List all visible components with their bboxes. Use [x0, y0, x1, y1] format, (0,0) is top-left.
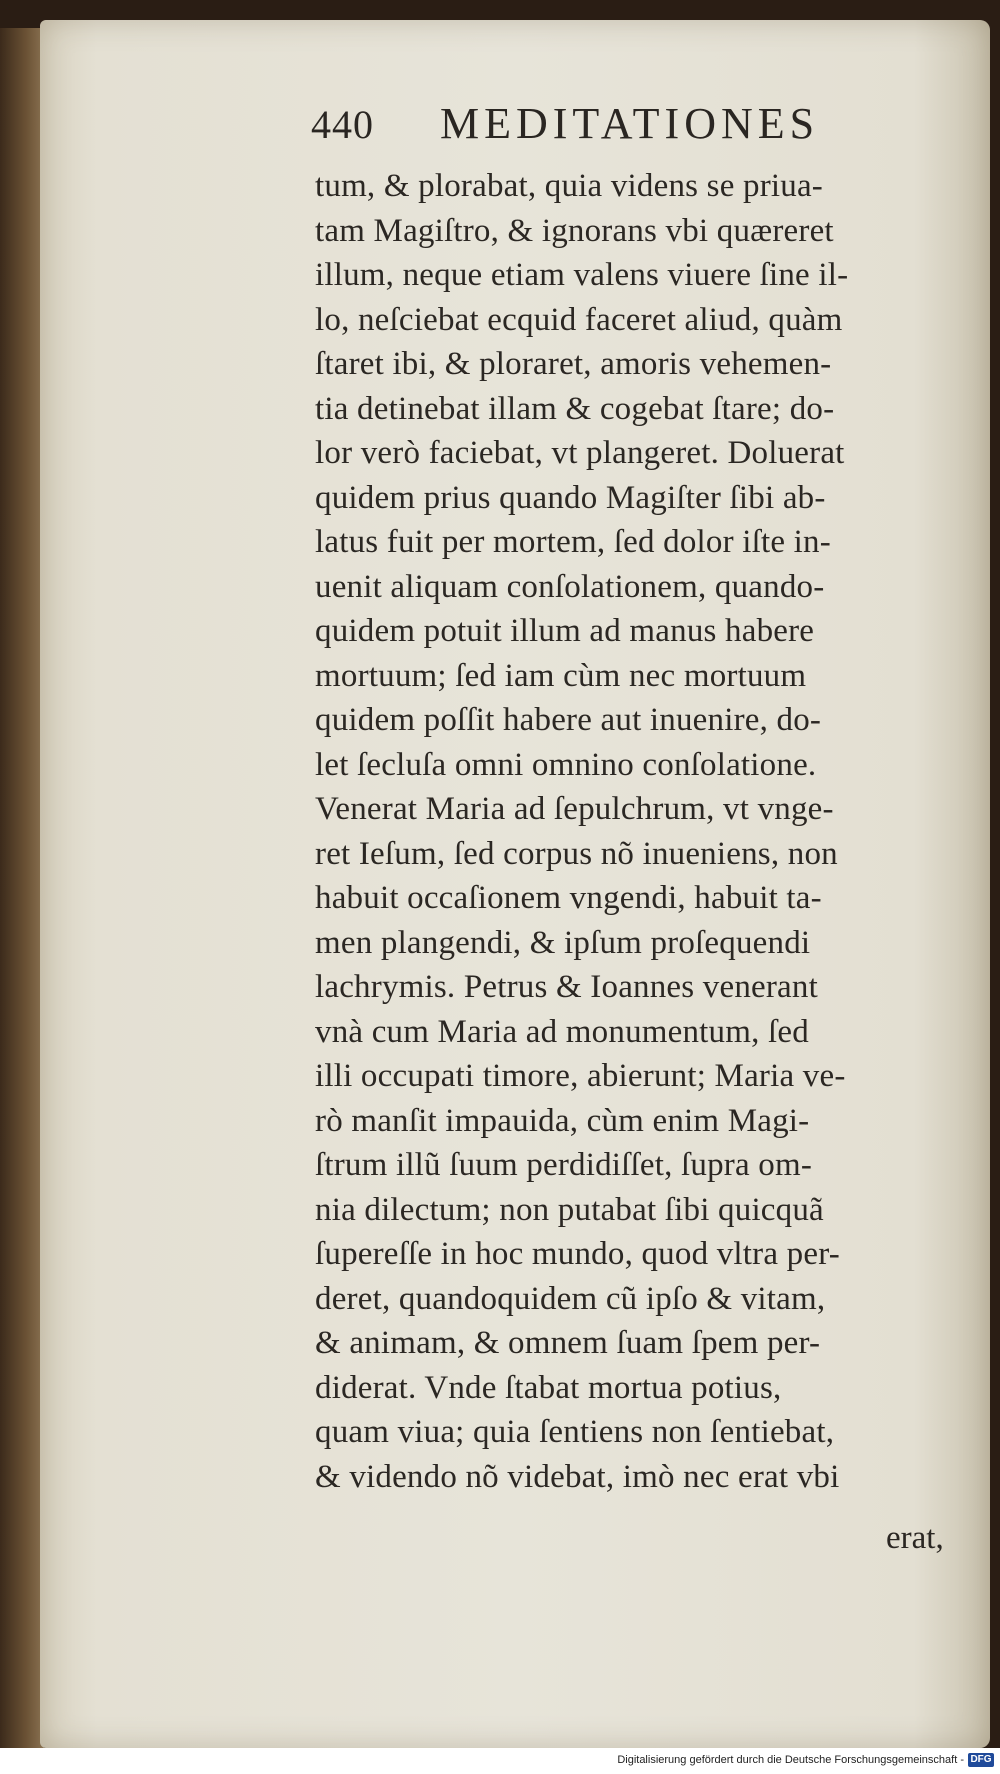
text-line: tam Magiſtro, & ignorans vbi quæreret — [315, 212, 834, 249]
text-line: quidem prius quando Magiſter ſibi ab- — [315, 479, 826, 516]
text-line: quam viua; quia ſentiens non ſentiebat, — [315, 1414, 835, 1450]
text-line: nia dilectum; non putabat ſibi quicquã — [315, 1191, 824, 1228]
text-line: Venerat Maria ad ſepulchrum, vt vnge- — [315, 791, 834, 827]
book-spine-edge — [0, 28, 44, 1748]
text-line: habuit occaſionem vngendi, habuit ta- — [315, 880, 822, 916]
text-line: rò manſit impauida, cùm enim Magi- — [315, 1102, 810, 1139]
text-line: & animam, & omnem ſuam ſpem per- — [315, 1325, 821, 1361]
dfg-logo-icon: DFG — [968, 1753, 994, 1767]
text-line: illum, neque etiam valens viuere ſine il- — [315, 257, 849, 293]
running-title: MEDITATIONES — [440, 99, 820, 148]
text-line: ſupereſſe in hoc mundo, quod vltra per- — [315, 1236, 840, 1272]
text-line: mortuum; ſed iam cùm nec mortuum — [315, 657, 807, 694]
text-line: ſtrum illũ ſuum perdidiſſet, ſupra om- — [315, 1147, 813, 1183]
text-line: vnà cum Maria ad monumentum, ſed — [315, 1013, 809, 1050]
text-line: & videndo nõ videbat, imò nec erat vbi — [315, 1458, 840, 1495]
text-line: ſtaret ibi, & ploraret, amoris vehemen- — [315, 346, 832, 382]
text-line: quidem potuit illum ad manus habere — [315, 613, 815, 649]
text-line: men plangendi, & ipſum proſequendi — [315, 924, 811, 961]
text-line: uenit aliquam conſolationem, quando- — [315, 568, 825, 605]
text-line: diderat. Vnde ſtabat mortua potius, — [315, 1369, 782, 1406]
text-line: tia detinebat illam & cogebat ſtare; do- — [315, 390, 835, 427]
page-number: 440 — [311, 102, 374, 147]
text-line: lachrymis. Petrus & Ioannes venerant — [315, 969, 818, 1005]
text-line: let ſecluſa omni omnino conſolatione. — [315, 746, 817, 783]
body-text — [315, 164, 955, 1499]
footer-credit: Digitalisierung gefördert durch die Deutsche Forschungsgemeinschaft - — [617, 1754, 964, 1766]
text-line: lor verò faciebat, vt plangeret. Doluerat — [315, 435, 845, 471]
text-line: deret, quandoquidem cũ ipſo & vitam, — [315, 1280, 826, 1317]
catchword: erat, — [886, 1520, 944, 1556]
text-line: illi occupati timore, abierunt; Maria ve- — [315, 1058, 846, 1094]
text-line: quidem poſſit habere aut inuenire, do- — [315, 702, 822, 738]
text-line: tum, & plorabat, quia videns se priua- — [315, 168, 823, 204]
text-line: ret Ieſum, ſed corpus nõ inueniens, non — [315, 835, 838, 872]
text-line: lo, neſciebat ecquid faceret aliud, quàm — [315, 301, 843, 338]
text-line: latus fuit per mortem, ſed dolor iſte in- — [315, 524, 831, 560]
